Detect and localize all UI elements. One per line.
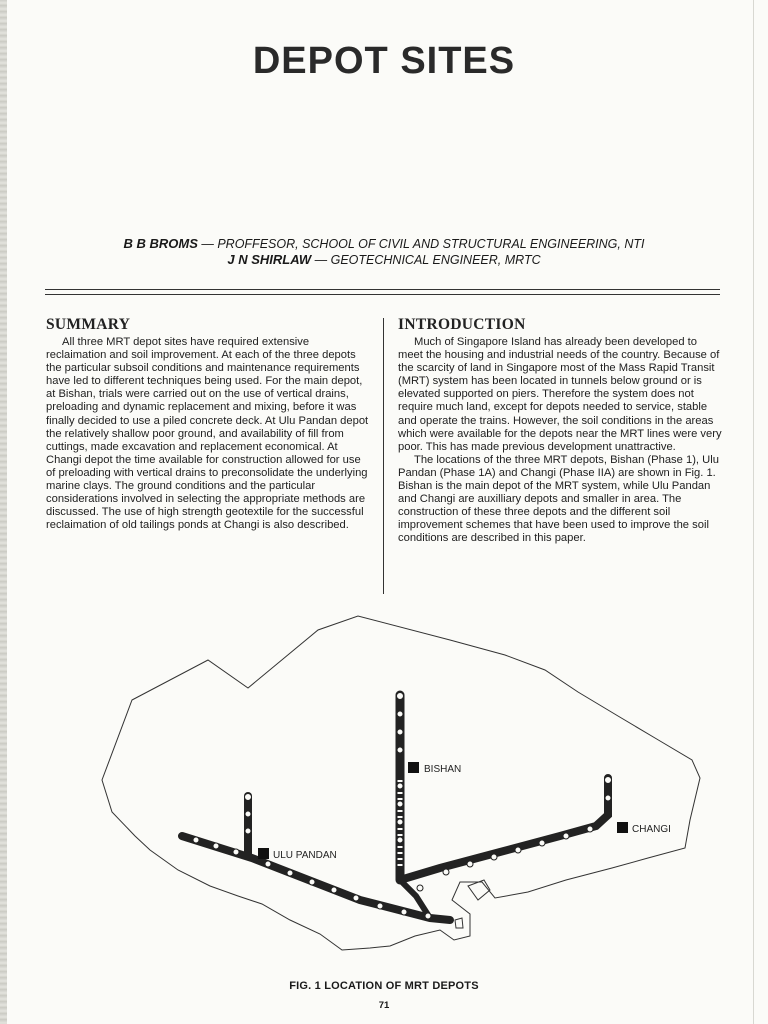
bishan-depot-marker bbox=[408, 762, 419, 773]
summary-body bbox=[46, 336, 372, 532]
bishan-label: BISHAN bbox=[424, 764, 462, 775]
page-title: DEPOT SITES bbox=[252, 40, 516, 82]
introduction-body bbox=[398, 336, 724, 546]
offshore-island bbox=[468, 880, 490, 900]
introduction-paragraph: Much of Singapore Island has already been developed to meet the housing and industrial needs of the country. Because of the scarcity of land in Singapore most of the Mass Rapid Transit (MRT) system has been located in tunnels below ground or is elevated supported on piers. Therefore the system does not require much land, except for depots needed to service, stable and operate the trains. However, the soil conditions in the areas which were available for the depots near the MRT lines were very poor. This has made previous development unattractive. bbox=[398, 336, 722, 453]
author-line-1 bbox=[0, 236, 768, 252]
changi-label: CHANGI bbox=[632, 824, 671, 835]
singapore-map-figure bbox=[0, 600, 768, 980]
ulu-pandan-branch bbox=[245, 794, 252, 856]
author-affiliation: — PROFFESOR, SCHOOL OF CIVIL AND STRUCTURAL ENGINEERING, NTI bbox=[197, 237, 645, 251]
author-affiliation: — GEOTECHNICAL ENGINEER, MRTC bbox=[311, 253, 541, 267]
introduction-paragraph: The locations of the three MRT depots, Bishan (Phase 1), Ulu Pandan (Phase 1A) and Changi (Phase IIA) are shown in Fig. 1. Bishan is the main depot of the MRT system, while Ulu Pandan and Changi are auxilliary depots and smaller in area. The construction of these three depots and the different soil improvement schemes that have been used to improve the soil conditions are described in this paper. bbox=[398, 453, 719, 545]
column-divider bbox=[383, 318, 384, 594]
north-south-line bbox=[397, 693, 404, 881]
header-rule-top bbox=[45, 289, 720, 290]
ulu-pandan-label: ULU PANDAN bbox=[273, 850, 337, 861]
ulu-pandan-depot-marker bbox=[258, 848, 269, 859]
offshore-island bbox=[455, 918, 463, 928]
author-line-2 bbox=[0, 252, 768, 268]
page-number: 71 bbox=[378, 1000, 390, 1011]
figure-caption: FIG. 1 LOCATION OF MRT DEPOTS bbox=[289, 980, 479, 992]
author-name: B B BROMS bbox=[123, 236, 198, 251]
author-block bbox=[0, 236, 768, 268]
summary-paragraph: All three MRT depot sites have required extensive reclaimation and soil improvement. At each of the three depots the particular subsoil conditions and maintenance requirements have led to different techniques being used. For the main depot, at Bishan, trials were carried out on the use of vertical drains, preloading and dynamic replacement and mixing, before it was finally decided to use a piled concrete deck. At Ulu Pandan depot the relatively shallow poor ground, and availability of fill from cuttings, made excavation and replacement economical. At Changi depot the time available for construction allowed for use of preloading with vertical drains to preconsolidate the underlying marine clays. The ground conditions and the particular considerations involved in selecting the appropriate methods are discussed. The use of high strength geotextile for the successful reclaimation of old tailings ponds at Changi is also described. bbox=[46, 336, 369, 532]
summary-heading: SUMMARY bbox=[46, 316, 131, 333]
header-rule-bottom bbox=[45, 294, 720, 295]
author-name: J N SHIRLAW bbox=[227, 252, 312, 267]
changi-depot-marker bbox=[617, 822, 628, 833]
introduction-heading: INTRODUCTION bbox=[398, 316, 526, 333]
